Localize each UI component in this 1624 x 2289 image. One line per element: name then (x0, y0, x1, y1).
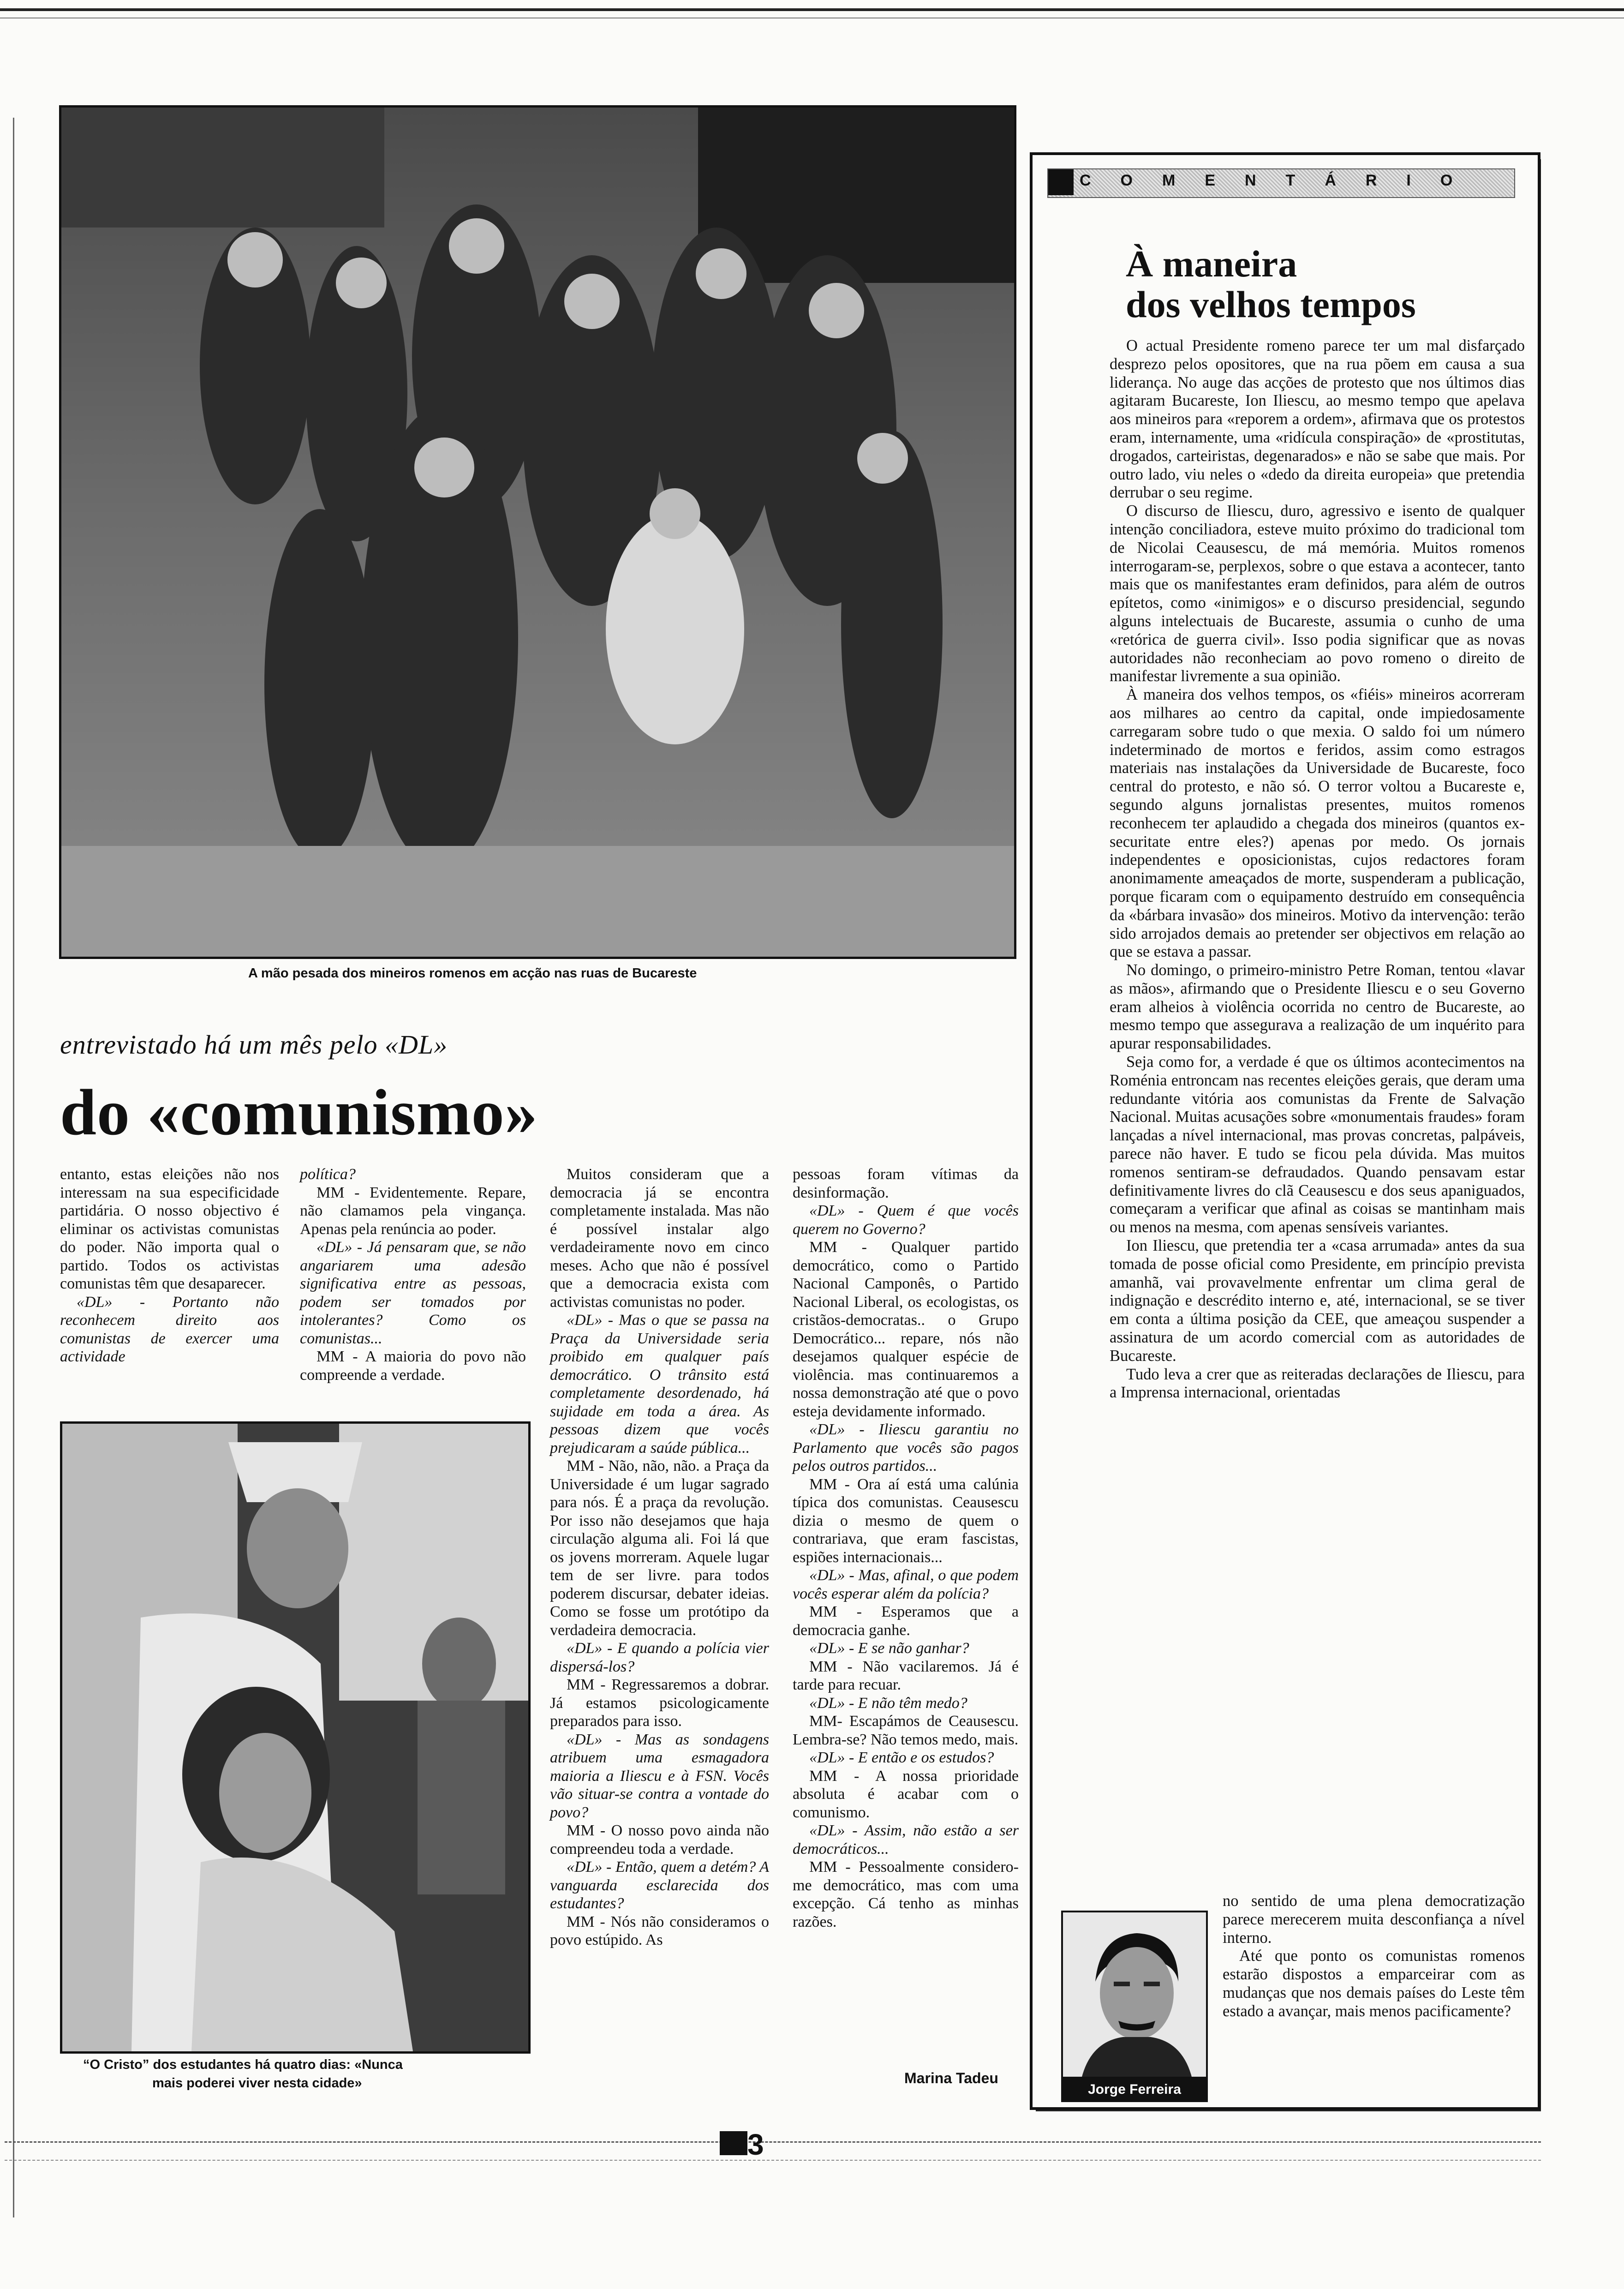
interview-paragraph: pessoas foram vítimas da desinformação. (793, 1166, 1019, 1201)
interview-question: «DL» - E quando a polícia vier dispersá-los? (550, 1640, 769, 1675)
interview-paragraph: Muitos consideram que a democracia já se encontra completamente instalada. Mas não é possível instalar algo verdadeiramente novo em cinco meses. Acho que não é possível que a democracia exista com activistas comunistas no poder. (550, 1166, 769, 1311)
footer-rule (5, 2141, 1541, 2143)
interview-paragraph: MM - Pessoalmente considero-me democrático, mas com uma excepção. Cá tenho as minhas razões. (793, 1858, 1019, 1930)
commentary-paragraph: O discurso de Iliescu, duro, agressivo e isento de qualquer intenção conciliadora, esteve muito próximo do tradicional tom de Nicolai Ceausescu, de má memória. Muitos romenos interrogaram-se, perplexos, sobre o que estava a acontecer, tanto mais que os manifestantes eram definidos, para além de outros epítetos, como «inimigos» e o discurso presidencial, segundo alguns intelectuais de Bucareste, assumia o cunho de uma «retórica de guerra civil». Isso podia significar que as novas autoridades não reconheciam ao povo romeno o direito de manifestar livremente a sua opinião. (1110, 502, 1525, 685)
interview-paragraph: MM - Esperamos que a democracia ganhe. (793, 1603, 1019, 1639)
interview-question: «DL» - Mas, afinal, o que podem vocês esperar além da polícia? (793, 1567, 1019, 1602)
interview-question: «DL» - E não têm medo? (809, 1694, 967, 1712)
second-photo-student (60, 1421, 531, 2054)
commentary-title (1126, 244, 1522, 325)
interview-paragraph: MM - Não vacilaremos. Já é tarde para recuar. (793, 1658, 1019, 1693)
interview-paragraph: MM - Regressaremos a dobrar. Já estamos psicologicamente preparados para isso. (550, 1676, 769, 1730)
interview-paragraph: MM - Nós não consideramos o povo estúpido. As (550, 1913, 769, 1948)
interview-question: «DL» - E se não ganhar? (809, 1640, 969, 1657)
main-photo-caption: A mão pesada dos mineiros romenos em acção nas ruas de Bucareste (248, 966, 697, 981)
interview-question: «DL» - Portanto não reconhecem direito aos comunistas de exercer uma actividade (60, 1293, 279, 1365)
interview-question: «DL» - E então e os estudos? (809, 1749, 994, 1766)
interview-question: «DL» - Iliescu garantiu no Parlamento que vocês são pagos pelos outros partidos... (793, 1421, 1019, 1474)
commentary-paragraph: Até que ponto os comunistas romenos estarão dispostos a emparceirar com as mudanças que nos demais países do Leste têm estado a avançar, mais menos pacificamente? (1223, 1947, 1525, 2020)
page-number: 3 (747, 2128, 764, 2161)
article-byline: Marina Tadeu (904, 2070, 998, 2086)
interview-paragraph: MM - O nosso povo ainda não compreendeu toda a verdade. (550, 1822, 769, 1858)
commentary-paragraph: Ion Iliescu, que pretendia ter a «casa arrumada» antes da sua tomada de posse oficial como Presidente, em princípio prevista amanhã, vai provavelmente enfrentar um clima geral de indignação e descrédito interno e, até, internacional, se se tiver em conta a última posição da CEE, que ameaçou suspender a assinatura de um acordo comercial com as autoridades de Bucareste. (1110, 1237, 1525, 1365)
interview-question: «DL» - Mas o que se passa na Praça da Universidade seria proibido em qualquer país democrático. O trânsito está completamente desordenado, há sujidade em toda a área. As pessoas dizem que vocês prejudicaram a saúde pública... (550, 1312, 769, 1456)
interview-question: política? (300, 1166, 356, 1183)
commentary-paragraph: À maneira dos velhos tempos, os «fiéis» mineiros acorreram aos milhares ao centro da capital, onde impiedosamente carregaram sobre tudo o que mexia. O saldo foi um número indeterminado de mortos e feridos, assim como estragos materiais nas instalações da Universidade de Bucareste, foco central do protesto, e não só. O terror voltou a Bucareste e, segundo alguns jornalistas presentes, muitos romenos reconhecem ter aplaudido a chegada dos mineiros (quantos ex-securitate entre eles?) apenas por medo. Os jornais independentes e oposicionistas, cujos redactores foram anonimamente ameaçados de morte, suspenderam a publicação, porque ficaram com o equipamento destruído em consequência da «bárbara invasão» dos mineiros. Motivo da intervenção: terão sido arrojados demais ao pretender ser objectivos em relação ao que se estava a passar. (1110, 686, 1525, 961)
article-headline: do «comunismo» (60, 1076, 538, 1149)
second-photo-caption-line2: mais poderei viver nesta cidade» (152, 2076, 362, 2091)
interview-column-2 (300, 1165, 526, 1384)
interview-column-4 (793, 1165, 1019, 1931)
newspaper-logo-mark (720, 2131, 747, 2155)
top-rule (0, 8, 1624, 11)
second-photo-caption-line1: “O Cristo” dos estudantes há quatro dias: «Nunca (83, 2057, 403, 2072)
interview-column-1 (60, 1165, 279, 1366)
interview-question: «DL» - Assim, não estão a ser democráticos... (793, 1822, 1019, 1858)
interview-paragraph: MM- Escapámos de Ceausescu. Lembra-se? Não temos medo, mais. (793, 1713, 1019, 1748)
commentary-body-narrow (1223, 1892, 1525, 2021)
interview-paragraph: MM - A maioria do povo não compreende a verdade. (300, 1348, 526, 1384)
interview-paragraph: MM - Qualquer partido democrático, como o Partido Nacional Camponês, o Partido Nacional Liberal, os ecologistas, os cristãos-democratas.. o Grupo Democrático... repare, nós não desejamos qualquer espécie de violência. mas continuaremos a nossa demonstração até que o povo esteja devidamente informado. (793, 1239, 1019, 1420)
commentary-paragraph: O actual Presidente romeno parece ter um mal disfarçado desprezo pelos opositores, que na rua põem em causa a sua liderança. No auge das acções de protesto que nos últimos dias agitaram Bucareste, Ion Iliescu, ao mesmo tempo que apelava aos mineiros para «reporem a ordem», afirmava que os protestos eram, internamente, uma «ridícula conspiração» de «prostitutas, drogados, carteiristas, degenarados» e não se sabe que mais. Por outro lado, viu neles o «dedo da direita europeia» que pretendia derrubar o seu regime. (1110, 337, 1525, 502)
commentary-title-line2: dos velhos tempos (1126, 283, 1416, 325)
interview-paragraph: entanto, estas eleições não nos interessam na sua especificidade partidária. O nosso objectivo é eliminar os activistas comunistas do poder. Não importa qual o partido. Todos os activistas comunistas têm que desaparecer. (60, 1166, 279, 1292)
commentary-banner-block (1048, 169, 1074, 195)
interview-paragraph: MM - Não, não, não. a Praça da Universidade é um lugar sagrado para nós. É a praça da revolução. Por isso não desejamos que haja circulação alguma ali. Foi lá que os jovens morreram. Aquele lugar tem de ser livre. para todos poderem discursar, debater ideias. Como se fosse um protótipo da verdadeira democracia. (550, 1457, 769, 1639)
main-photo-miners (59, 105, 1016, 959)
interview-question: «DL» - Então, quem a detém? A vanguarda esclarecida dos estudantes? (550, 1858, 769, 1912)
author-photo (1061, 1911, 1208, 2080)
footer-rule-thin (5, 2160, 1541, 2161)
left-margin-rule (13, 118, 14, 2217)
interview-paragraph: MM - Evidentemente. Repare, não clamamos pela vingança. Apenas pela renúncia ao poder. (300, 1184, 526, 1238)
interview-question: «DL» - Mas as sondagens atribuem uma esmagadora maioria a Iliescu e à FSN. Vocês vão situar-se contra a vontade do povo? (550, 1731, 769, 1821)
interview-column-3 (550, 1165, 769, 1949)
interview-paragraph: MM - Ora aí está uma calúnia típica dos comunistas. Ceausescu dizia o mesmo de quem o contrariava, que eram fascistas, espiões internacionais... (793, 1475, 1019, 1566)
interview-question: «DL» - Quem é que vocês querem no Governo? (793, 1202, 1019, 1238)
commentary-title-line1: À maneira (1126, 243, 1297, 285)
commentary-paragraph: no sentido de uma plena democratização parece merecerem muita desconfiança a nível interno. (1223, 1892, 1525, 1947)
author-name: Jorge Ferreira (1061, 2077, 1208, 2102)
interview-paragraph: MM - A nossa prioridade absoluta é acabar com o comunismo. (793, 1767, 1019, 1821)
commentary-paragraph: Tudo leva a crer que as reiteradas declarações de Iliescu, para a Imprensa internacional, orientadas (1110, 1365, 1525, 1402)
interview-question: «DL» - Já pensaram que, se não angariarem uma adesão significativa entre as pessoas, podem ser tomados por intolerantes? Como os comunistas... (300, 1239, 526, 1347)
commentary-body (1110, 337, 1525, 1402)
commentary-paragraph: No domingo, o primeiro-ministro Petre Roman, tentou «lavar as mãos», afirmando que o Presidente Iliescu e o seu Governo eram alheios à violência ocorrida no centro de Bucareste, ao mesmo tempo que assegurava a realização de um inquérito para apurar responsabilidades. (1110, 961, 1525, 1053)
commentary-banner-label: COMENTÁRIO (1080, 172, 1482, 189)
article-kicker: entrevistado há um mês pelo «DL» (60, 1030, 448, 1060)
commentary-paragraph: Seja como for, a verdade é que os últimos acontecimentos na Roménia entroncam nas recentes eleições gerais, que deram uma redundante vitória aos comunistas da Frente de Salvação Nacional. Muitas acusações sobre «monumentais fraudes» foram lançadas a nível internacional, mas provas concretas, palpáveis, parece não haver. E tudo se ficou pela dúvida. Mas muitos romenos sentiram-se defraudados. Quando pensavam estar definitivamente livres do clã Ceausescu e dos seus apaniguados, começaram a verificar que afinal as coisas se mantinham mais ou menos na mesma, com apenas sensíveis variantes. (1110, 1053, 1525, 1236)
